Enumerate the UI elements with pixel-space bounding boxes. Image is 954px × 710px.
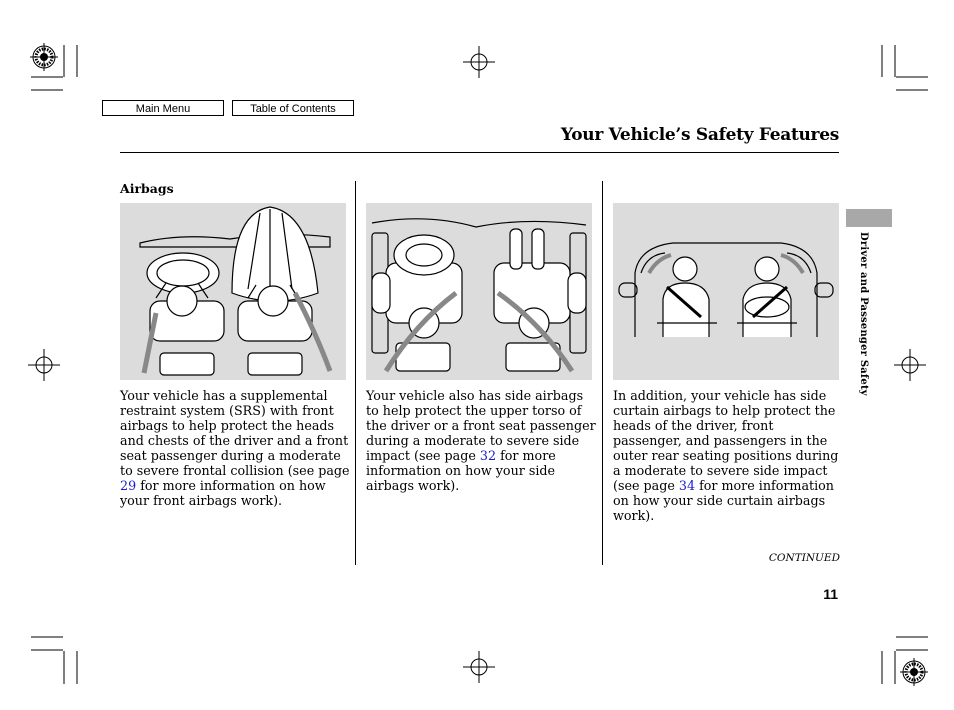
page-link-29[interactable]: 29 bbox=[120, 478, 137, 493]
paragraph-text: Your vehicle has a supplemental restraint system (SRS) with front airbags to help protect the heads and chests of the driver and a front seat passenger during a moderate to severe frontal collision (see page bbox=[120, 388, 350, 478]
column-text-curtain bbox=[613, 388, 839, 523]
paragraph-text: for more information on how your front airbags work). bbox=[120, 478, 326, 508]
title-rule bbox=[120, 152, 839, 153]
section-heading: Airbags bbox=[120, 181, 174, 196]
side-airbags-illustration bbox=[366, 203, 592, 380]
page-link-34[interactable]: 34 bbox=[678, 478, 696, 493]
section-tab-label: Driver and Passenger Safety bbox=[858, 232, 869, 396]
paragraph-text: In addition, your vehicle has side curtain airbags to help protect the heads of the driver, front passenger, and passengers in the outer rear seating positions during a moderate to severe side impact (see page bbox=[613, 388, 839, 493]
page-number: 11 bbox=[823, 586, 838, 602]
side-curtain-airbags-illustration bbox=[613, 203, 839, 380]
page-link-32[interactable]: 32 bbox=[479, 448, 497, 463]
column-divider bbox=[355, 181, 356, 565]
page-title: Your Vehicle’s Safety Features bbox=[560, 125, 839, 145]
main-menu-button[interactable]: Main Menu bbox=[102, 100, 224, 116]
continued-label: CONTINUED bbox=[768, 552, 840, 564]
paragraph-text: for more information on how your side airbags work). bbox=[366, 448, 556, 493]
column-text-front bbox=[120, 388, 352, 508]
section-tab[interactable] bbox=[846, 209, 892, 227]
column-divider bbox=[602, 181, 603, 565]
paragraph-text: for more information on how your side curtain airbags work). bbox=[613, 478, 834, 523]
front-airbags-illustration bbox=[120, 203, 346, 380]
paragraph-text: Your vehicle also has side airbags to help protect the upper torso of the driver or a front seat passenger during a moderate to severe side impact (see page bbox=[366, 388, 596, 463]
table-of-contents-button[interactable]: Table of Contents bbox=[232, 100, 354, 116]
column-text-side bbox=[366, 388, 598, 493]
